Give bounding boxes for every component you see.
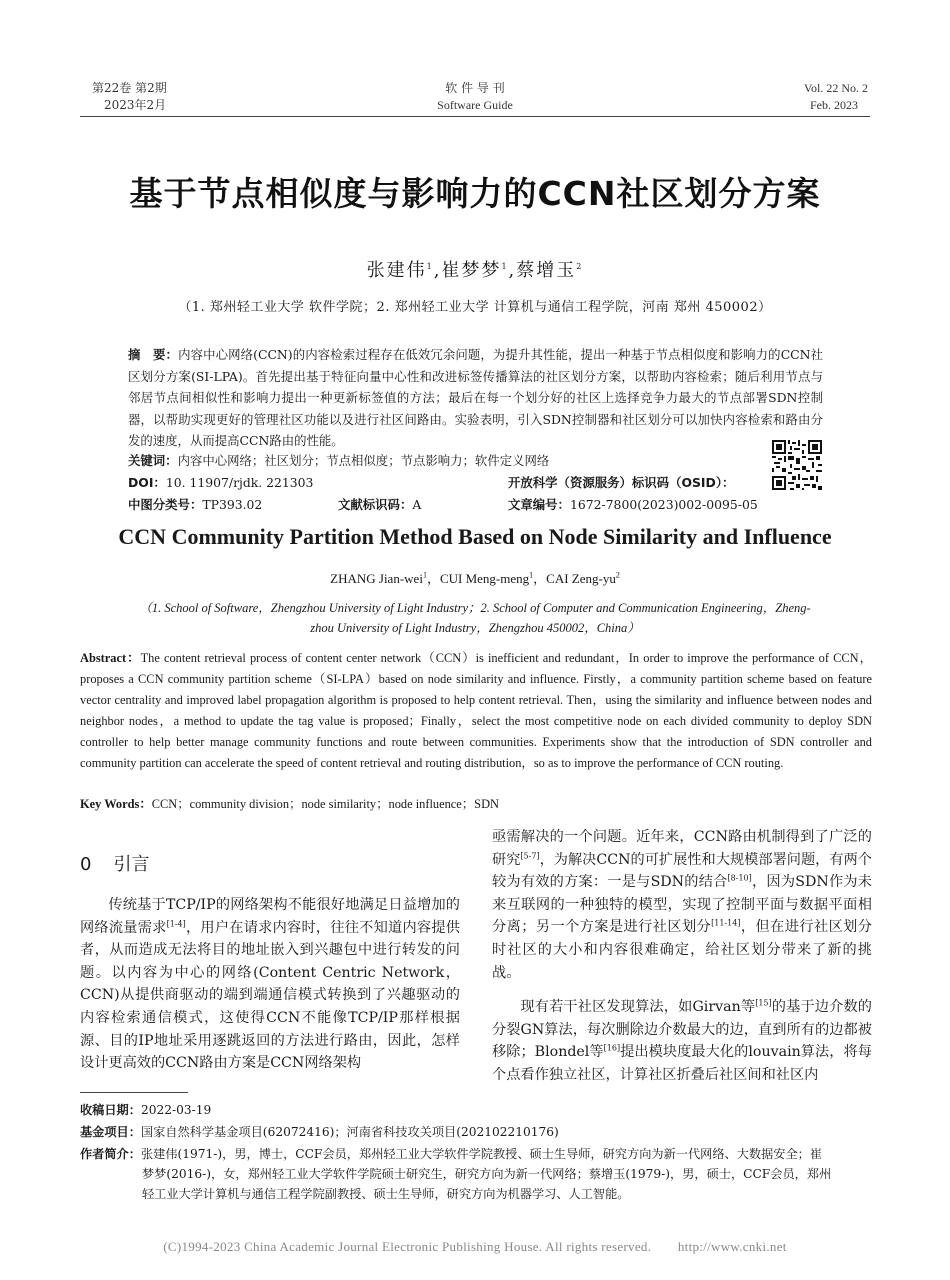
paragraph-text: 亟需解决的一个问题。近年来，CCN路由机制得到了广泛的研究 [492, 829, 872, 868]
english-author-2-affil: 1 [529, 570, 534, 580]
header-date-en: Feb. 2023 [810, 98, 858, 112]
english-authors: ZHANG Jian-wei$^1$，CUI Meng-meng$^1$，CAI Zeng-$yu^2$ [330, 570, 620, 586]
keywords-cn-text: 内容中心网络；社区划分；节点相似度；节点影响力；软件定义网络 [177, 453, 550, 468]
abstract-cn [128, 344, 823, 452]
header-rule [80, 116, 870, 117]
clc-value: TP393.02 [202, 497, 263, 512]
citation[interactable]: [15] [755, 998, 772, 1008]
affiliation: （1. 郑州轻工业大学 软件学院；2. 郑州轻工业大学 计算机与通信工程学院，河南 郑州 450002） [178, 300, 772, 315]
footnote-author-bio [80, 1144, 872, 1204]
paragraph [492, 996, 872, 1086]
english-author-2: CUI Meng-meng [439, 571, 530, 586]
header-journal-cn: 软 件 导 刊 [445, 81, 505, 95]
osid-qr-code-icon[interactable] [772, 440, 822, 490]
keywords-cn [128, 452, 549, 470]
english-affiliation [120, 598, 830, 638]
clc-number [128, 496, 262, 514]
paragraph [492, 826, 872, 984]
document-code-label: 文献标识码： [338, 497, 413, 512]
english-keywords-label: Key Words： [80, 797, 152, 811]
citation[interactable]: [8-10] [727, 873, 752, 883]
english-keywords [80, 794, 872, 812]
author-list [0, 256, 950, 282]
author-separator: , [508, 260, 517, 281]
doi-label: DOI： [128, 475, 166, 490]
keywords-cn-label: 关键词： [128, 453, 178, 468]
paper-title: 基于节点相似度与影响力的CCN社区划分方案 [129, 174, 821, 213]
section-heading [80, 850, 149, 876]
body-right-column [492, 826, 872, 1087]
english-author-1: ZHANG Jian-wei [330, 571, 423, 586]
article-number-label: 文章编号： [508, 497, 570, 512]
clc-label: 中图分类号： [128, 497, 203, 512]
english-abstract-label: Abstract： [80, 651, 141, 665]
abstract-cn-text: 内容中心网络(CCN)的内容检索过程存在低效冗余问题，为提升其性能，提出一种基于节点相似度和影响力的CCN社区划分方案(SI-LPA)。首先提出基于特征向量中心性和改进标签传播算法的社区划分方案，以帮助内容检索；随后利用节点与邻居节点间相似性和影响力提出一种更新标签值的方法；最后在每一个划分好的社区上选择竞争力最大的节点部署SDN控制器，以帮助实现更好的管理社区功能以及进行社区间路由。实验表明，引入SDN控制器和社区划分可以加快内容检索和路由分发的速度，从而提高CCN路由的性能。 [128, 347, 824, 448]
section-number: 0 [80, 854, 92, 875]
citation[interactable]: [5-7] [520, 850, 540, 860]
author-3: 蔡增玉 [516, 260, 577, 281]
footnote-author-line-1: 张建伟(1971-)，男，博士，CCF会员，郑州轻工业大学软件学院教授、硕士生导师，研究方向为新一代网络、大数据安全；崔 [140, 1147, 823, 1161]
paragraph-text: 现有若干社区发现算法，如Girvan等 [520, 999, 756, 1016]
header-volume-en: Vol. 22 No. 2 [803, 81, 868, 95]
footnote-received [80, 1100, 872, 1120]
osid-label: 开放科学（资源服务）标识码（OSID）： [508, 475, 735, 490]
author-1: 张建伟 [366, 260, 427, 281]
abstract-cn-label: 摘 要： [128, 347, 179, 362]
copyright-notice: (C)1994-2023 China Academic Journal Electronic Publishing House. All rights reserved. http://www.cnki.net [163, 1239, 787, 1254]
author-1-affil: 1 [426, 262, 434, 271]
footnote-rule [80, 1092, 188, 1093]
header-volume-issue: 第22卷 第2期 [92, 81, 167, 95]
english-abstract [80, 648, 872, 774]
paragraph-text: 提出模块度最大化的louvain算法，将每个点看作独立社区，计算社区折叠后社区间和社区内 [492, 1044, 872, 1083]
english-title: CCN Community Partition Method Based on Node Similarity and Influence [118, 524, 832, 549]
footnote-author-label: 作者简介： [80, 1147, 141, 1161]
paragraph-text: ，用户在请求内容时，往往不知道内容提供者，从而造成无法将目的地址嵌入到兴趣包中进行转发的问题。以内容为中心的网络(Content Centric Network，CCN)从提供商驱动的端到端通信模式转换到了兴趣驱动的内容检索通信模式，这使得CCN不能像TCP/IP那样根据源、目的IP地址采用逐跳返回的方法进行路由，因此，怎样设计更高效的CCN路由方案是CCN网络架构 [80, 919, 460, 1072]
footnote-received-value: 2022-03-19 [140, 1103, 212, 1117]
paragraph-text: ，因为SDN作为未来互联网的一种独特的模型，实现了控制平面与数据平面相分离；另一个方案是进行社区划分 [492, 874, 872, 936]
english-abstract-text: The content retrieval process of content center network（CCN）is inefficient and redundant，In order to improve the performance of CCN，proposes a CCN community partition scheme（SI-LPA）based on node similarity and influence. Firstly，a community partition scheme based on feature vector centrality and improved label propagation algorithm is proposed to help content retrieval. Then，using the similarity and influence between nodes and neighbor nodes，a method to update the tag value is proposed；Finally，select the most competitive node on each divided community to deploy SDN controller to help better manage community functions and route between communities. Experiments show that the introduction of SDN controller and community partition can accelerate the speed of content retrieval and routing distribution，so as to improve the performance of CCN routing. [80, 651, 873, 770]
section-title: 引言 [113, 854, 150, 875]
doi [128, 474, 313, 492]
paragraph [80, 894, 460, 1075]
header-date: 2023年2月 [104, 98, 167, 112]
english-author-3: CAI Zeng-yu [546, 571, 616, 586]
article-number-value: 1672-7800(2023)002-0095-05 [569, 497, 758, 512]
citation[interactable]: [16] [603, 1043, 621, 1053]
footnote-received-label: 收稿日期： [80, 1103, 141, 1117]
citation[interactable]: [1-4] [166, 918, 186, 928]
author-3-affil: 2 [576, 262, 584, 271]
osid [508, 474, 734, 492]
footnote-author-line-2: 梦梦(2016-)，女，郑州轻工业大学软件学院硕士研究生，研究方向为新一代网络；蔡增玉(1979-)，男，硕士，CCF会员，郑州 [142, 1167, 832, 1181]
document-code [338, 496, 421, 514]
header-journal-en: Software Guide [437, 98, 513, 112]
paragraph-text: ，但在进行社区划分时社区的大小和内容很难确定，给社区划分带来了新的挑战。 [492, 919, 872, 981]
english-author-3-affil: 2 [615, 570, 620, 580]
footnote-author-line-3: 轻工业大学计算机与通信工程学院副教授、硕士生导师，研究方向为机器学习、人工智能。 [142, 1187, 630, 1201]
article-number [508, 496, 758, 514]
doi-value[interactable]: 10. 11907/rjdk. 221303 [165, 475, 314, 490]
citation[interactable]: [11-14] [711, 918, 741, 928]
english-author-1-affil: 1 [422, 570, 427, 580]
footnote-fund [80, 1122, 872, 1142]
body-left-column [80, 894, 460, 1075]
footnote-fund-label: 基金项目： [80, 1125, 141, 1139]
paragraph-text: 的基于边介数的分裂GN算法，每次删除边介数最大的边，直到所有的边都被移除；Blondel等 [492, 999, 872, 1061]
paragraph-text: ，为解决CCN的可扩展性和大规模部署问题，有两个较为有效的方案：一是与SDN的结合 [492, 851, 872, 891]
english-keywords-text: CCN；community division；node similarity；node influence；SDN [151, 797, 499, 811]
english-affiliation-line-1: （1. School of Software，Zhengzhou University of Light Industry；2. School of Computer and Communication Engineering，Zheng- [139, 601, 811, 615]
author-separator: , [433, 260, 442, 281]
document-code-value: A [412, 497, 422, 512]
footnote-fund-value: 国家自然科学基金项目(62072416)；河南省科技攻关项目(202102210176) [140, 1125, 559, 1139]
author-2: 崔梦梦 [441, 260, 502, 281]
english-affiliation-line-2: zhou University of Light Industry，Zhengzhou 450002，China） [310, 621, 640, 635]
paragraph-text: 传统基于TCP/IP的网络架构不能很好地满足日益增加的网络流量需求 [80, 897, 460, 936]
author-2-affil: 1 [501, 262, 509, 271]
